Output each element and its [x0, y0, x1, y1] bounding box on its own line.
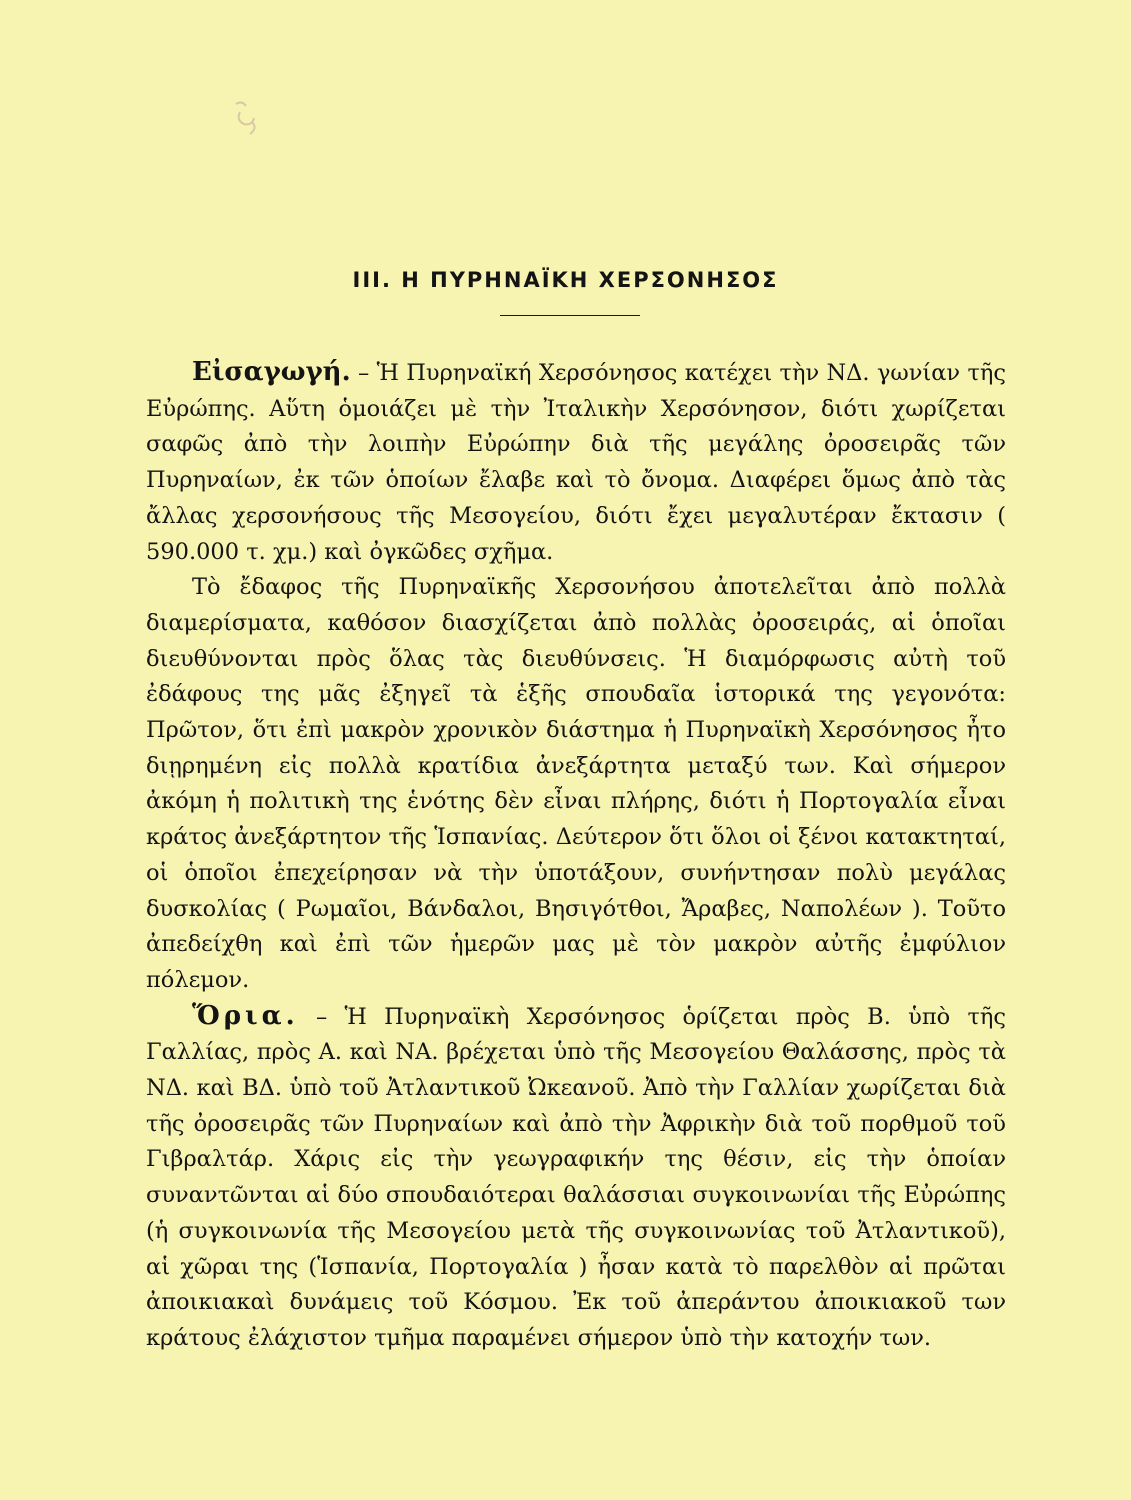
- borders-heading: Ὅρια.: [192, 1000, 299, 1031]
- chapter-title: III. Η ΠΥΡΗΝΑΪΚΗ ΧΕΡΣΟΝΗΣΟΣ: [352, 268, 779, 292]
- body-text: [146, 355, 1006, 1357]
- introduction-text: – Ἡ Πυρηναϊκή Χερσόνησος κατέχει τὴν ΝΔ. γωνίαν τῆς Εὐρώπης. Αὕτη ὁμοιάζει μὲ τὴν Ἰταλικὴν Χερσόνησον, διότι χωρίζεται σαφῶς ἀπὸ τὴν λοιπὴν Εὐρώπην διὰ τῆς μεγάλης ὀροσειρᾶς τῶν Πυρηναίων, ἐκ τῶν ὁποίων ἔλαβε καὶ τὸ ὄνομα. Διαφέρει ὅμως ἀπὸ τὰς ἄλλας χερσονήσους τῆς Μεσογείου, διότι ἔχει μεγαλυτέραν ἔκτασιν ( 590.000 τ. χμ.) καὶ ὀγκῶδες σχῆμα.: [146, 360, 1006, 565]
- terrain-text: Τὸ ἔδαφος τῆς Πυρηναϊκῆς Χερσονήσου ἀποτελεῖται ἀπὸ πολλὰ διαμερίσματα, καθόσον διασχίζεται ἀπὸ πολλὰς ὀροσειράς, αἱ ὁποῖαι διευθύνονται πρὸς ὅλας τὰς διευθύνσεις. Ἡ διαμόρφωσις αὐτὴ τοῦ ἐδάφους της μᾶς ἐξηγεῖ τὰ ἑξῆς σπουδαῖα ἱστορικά της γεγονότα: Πρῶτον, ὅτι ἐπὶ μακρὸν χρονικὸν διάστημα ἡ Πυρηναϊκὴ Χερσόνησος ἦτο διῃρημένη εἰς πολλὰ κρατίδια ἀνεξάρτητα μεταξύ των. Καὶ σήμερον ἀκόμη ἡ πολιτικὴ της ἑνότης δὲν εἶναι πλήρης, διότι ἡ Πορτογαλία εἶναι κράτος ἀνεξάρτητον τῆς Ἱσπανίας. Δεύτερον ὅτι ὅλοι οἱ ξένοι κατακτηταί, οἱ ὁποῖοι ἐπεχείρησαν νὰ τὴν ὑποτάξουν, συνήντησαν πολὺ μεγάλας δυσκολίας ( Ρωμαῖοι, Βάνδαλοι, Βησιγότθοι, Ἄραβες, Ναπολέων ). Τοῦτο ἀπεδείχθη καὶ ἐπὶ τῶν ἡμερῶν μας μὲ τὸν μακρὸν αὐτῆς ἐμφύλιον πόλεμον.: [146, 574, 1006, 993]
- borders-text: – Ἡ Πυρηναϊκὴ Χερσόνησος ὁρίζεται πρὸς Β. ὑπὸ τῆς Γαλλίας, πρὸς Α. καὶ ΝΑ. βρέχεται ὑπὸ τῆς Μεσογείου Θαλάσσης, πρὸς τὰ ΝΔ. καὶ ΒΔ. ὑπὸ τοῦ Ἀτλαντικοῦ Ὠκεανοῦ. Ἀπὸ τὴν Γαλλίαν χωρίζεται διὰ τῆς ὀροσειρᾶς τῶν Πυρηναίων καὶ ἀπὸ τὴν Ἀφρικὴν διὰ τοῦ πορθμοῦ τοῦ Γιβραλτάρ. Χάρις εἰς τὴν γεωγραφικήν της θέσιν, εἰς τὴν ὁποίαν συναντῶνται αἱ δύο σπουδαιότεραι θαλάσσιαι συγκοινωνίαι τῆς Εὐρώπης (ἡ συγκοινωνία τῆς Μεσογείου μετὰ τῆς συγκοινωνίας τοῦ Ἀτλαντικοῦ), αἱ χῶραι της (Ἱσπανία, Πορτογαλία ) ἦσαν κατὰ τὸ παρελθὸν αἱ πρῶται ἀποικιακαὶ δυνάμεις τοῦ Κόσμου. Ἐκ τοῦ ἀπεράντου ἀποικιακοῦ των κράτους ἐλάχιστον τμῆμα παραμένει σήμερον ὑπὸ τὴν κατοχήν των.: [146, 1003, 1006, 1351]
- paragraph-borders: [146, 999, 1006, 1357]
- ink-smudge-mark: [222, 96, 272, 146]
- paragraph-introduction: [146, 355, 1006, 570]
- introduction-heading: Εἰσαγωγή.: [192, 357, 351, 387]
- paragraph-terrain: [146, 570, 1006, 998]
- title-divider: [500, 315, 640, 316]
